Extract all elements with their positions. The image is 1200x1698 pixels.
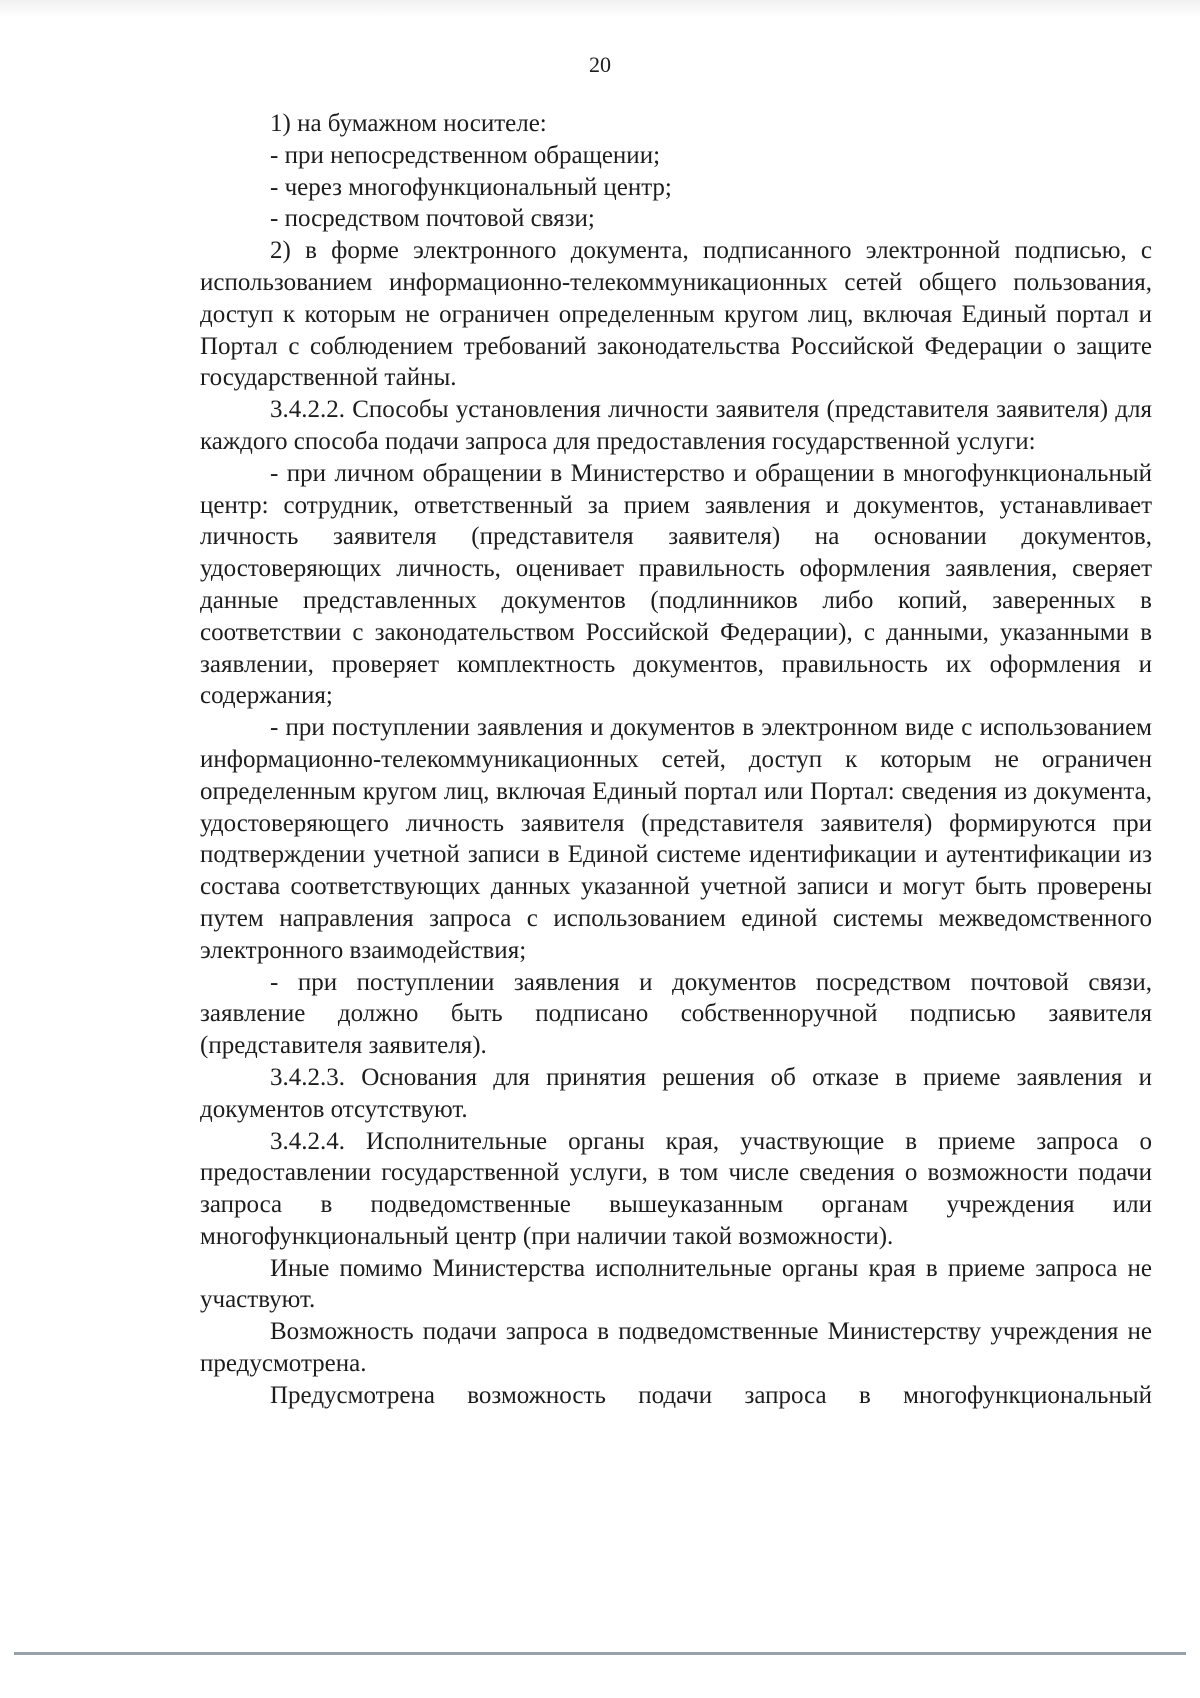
document-body xyxy=(200,108,1152,1412)
paragraph-3-4-2-2: 3.4.2.2. Способы установления личности заявителя (представителя заявителя) для каждого способа подачи запроса для предоставления государственной услуги: xyxy=(200,396,1152,455)
scan-bottom-edge xyxy=(14,1652,1186,1655)
paragraph-3-4-2-4: 3.4.2.4. Исполнительные органы края, участвующие в приеме запроса о предоставлении государственной услуги, в том числе сведения о возможности подачи запроса в подведомственные вышеуказанным органам учреждения или многофункциональный центр (при наличии такой возможности). xyxy=(200,1127,1152,1250)
paragraph-mfc-possibility: Предусмотрена возможность подачи запроса в многофункциональный xyxy=(270,1381,1152,1409)
paragraph-subordinate-institutions: Возможность подачи запроса в подведомственные Министерству учреждения не предусмотрена. xyxy=(200,1318,1152,1378)
list-item-electronic-submission: - при поступлении заявления и документов в электронном виде с использованием информационно-телекоммуникационных сетей, доступ к которым не ограничен определенным кругом лиц, включая Единый портал или Портал: сведения из документа, удостоверяющего личность заявителя (представителя заявителя) формируются при подтверждении учетной записи в Единой системе идентификации и аутентификации из состава соответствующих данных указанной учетной записи и могут быть проверены путем направления запроса с использованием единой системы межведомственного электронного взаимодействия; xyxy=(200,714,1152,964)
list-item-postal-submission: - при поступлении заявления и документов посредством почтовой связи, заявление должно быть подписано собственноручной подписью заявителя (представителя заявителя). xyxy=(200,968,1152,1060)
list-item-direct-appeal: - при непосредственном обращении; xyxy=(270,141,661,169)
list-item-postal: - посредством почтовой связи; xyxy=(270,205,595,233)
paragraph-3-4-2-3: 3.4.2.3. Основания для принятия решения об отказе в приеме заявления и документов отсутствуют. xyxy=(200,1063,1152,1123)
paragraph-electronic-document: 2) в форме электронного документа, подписанного электронной подписью, с использованием информационно-телекоммуникационных сетей общего пользования, доступ к которым не ограничен определенным кругом лиц, включая Единый портал и Портал с соблюдением требований законодательства Российской Федерации о защите государственной тайны. xyxy=(200,237,1152,392)
scan-top-edge xyxy=(0,0,1200,18)
list-item-mfc: - через многофункциональный центр; xyxy=(270,173,672,201)
page-number: 20 xyxy=(589,52,611,77)
paragraph-paper-medium: 1) на бумажном носителе: xyxy=(270,110,547,137)
list-item-personal-appeal: - при личном обращении в Министерство и обращении в многофункциональный центр: сотрудник, ответственный за прием заявления и документов, устанавливает личность заявителя (представителя заявителя) на основании документов, удостоверяющих личность, оценивает правильность оформления заявления, сверяет данные представленных документов (подлинников либо копий, заверенных в соответствии с законодательством Российской Федерации), с данными, указанными в заявлении, проверяет комплектность документов, правильность их оформления и содержания; xyxy=(200,459,1152,710)
paragraph-other-bodies: Иные помимо Министерства исполнительные органы края в приеме запроса не участвуют. xyxy=(200,1254,1152,1314)
